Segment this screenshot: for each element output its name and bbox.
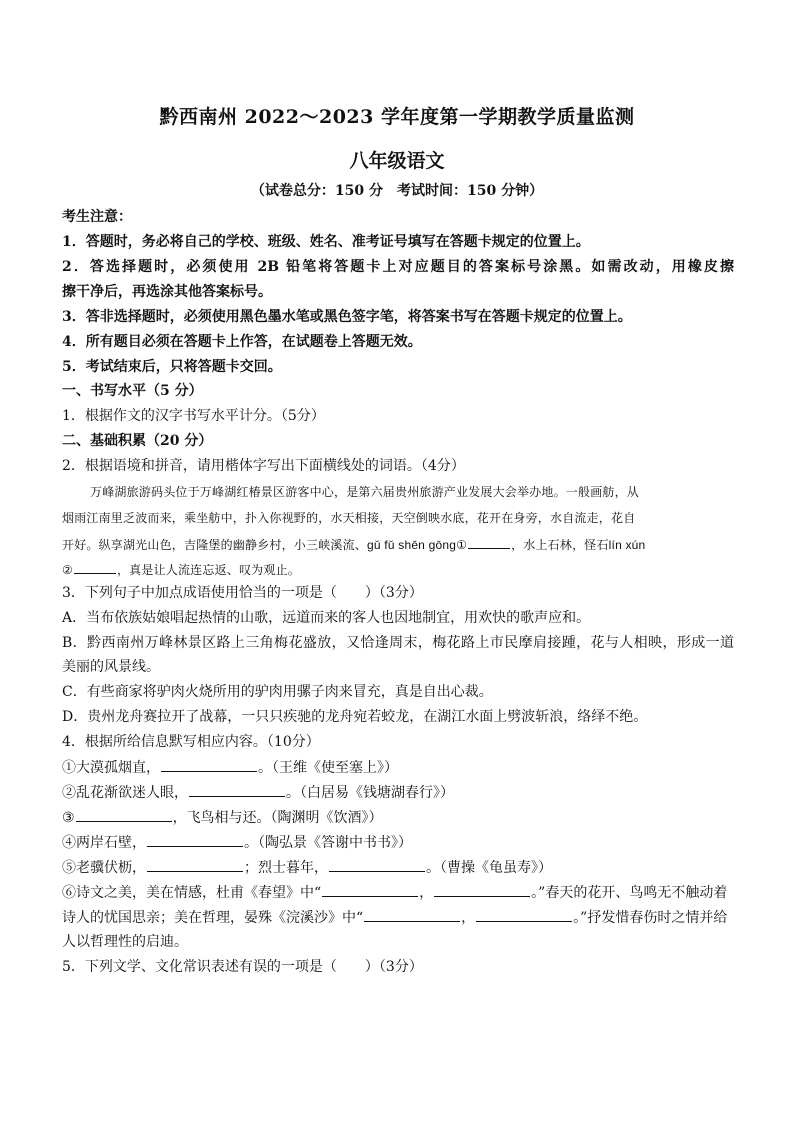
recite-line bbox=[62, 757, 734, 778]
notice-item: 4．所有题目必须在答题卡上作答，在试题卷上答题无效。 bbox=[62, 334, 422, 350]
answer-blank[interactable] bbox=[329, 857, 425, 872]
question-4-stem: 4．根据所给信息默写相应内容。（10分） bbox=[62, 734, 320, 750]
passage-text: ，真是让人流连忘返、叹为观止。 bbox=[116, 563, 300, 577]
passage-text: 开好。纵享湖光山色，吉隆堡的幽静乡村，小三峡溪流、 bbox=[62, 538, 368, 552]
answer-blank[interactable] bbox=[468, 534, 510, 549]
section-heading: 二、基础积累（20 分） bbox=[62, 433, 213, 449]
recite-text: ②乱花渐欲迷人眼， bbox=[62, 785, 188, 801]
passage-line bbox=[62, 534, 734, 555]
recite-text: ⑥诗文之美，美在情感，杜甫《春望》中“ bbox=[62, 885, 322, 901]
recite-source: 。（曹操《龟虽寿》） bbox=[426, 860, 552, 876]
recite-line bbox=[62, 782, 734, 803]
answer-blank[interactable] bbox=[434, 882, 530, 897]
answer-blank[interactable] bbox=[161, 757, 257, 772]
question-1: 1．根据作文的汉字书写水平计分。（5分） bbox=[62, 408, 325, 424]
recite-line bbox=[62, 907, 734, 928]
option-b: B．黔西南州万峰林景区路上三角梅花盛放，又恰逢周末，梅花路上市民摩肩接踵，花与人相映，形成一道 bbox=[62, 635, 734, 651]
pinyin-1: gǔ fǔ shēn gōng bbox=[367, 538, 457, 552]
answer-blank[interactable] bbox=[322, 882, 418, 897]
passage-text: ，水上石林，怪石 bbox=[511, 538, 609, 552]
recite-text: 诗人的忧国思亲；美在哲理，晏殊《浣溪沙》中“ bbox=[62, 910, 364, 926]
blank-number: ② bbox=[62, 563, 73, 577]
answer-blank[interactable] bbox=[476, 907, 572, 922]
option-d: D．贵州龙舟赛拉开了战幕，一只只疾驰的龙舟宛若蛟龙，在湖江水面上劈波斩浪，络绎不绝。 bbox=[62, 709, 648, 725]
recite-line bbox=[62, 882, 734, 903]
recite-text: ①大漠孤烟直， bbox=[62, 760, 160, 776]
notice-heading: 考生注意： bbox=[62, 209, 132, 225]
passage-line: 万峰湖旅游码头位于万峰湖红椿景区游客中心，是第六届贵州旅游产业发展大会举办地。一般画舫，从 bbox=[90, 485, 640, 499]
notice-item: 1．答题时，务必将自己的学校、班级、姓名、准考证号填写在答题卡规定的位置上。 bbox=[62, 234, 590, 250]
subject-title: 八年级语文 bbox=[349, 150, 445, 172]
passage-line bbox=[62, 559, 734, 580]
recite-text: ⑤老骥伏枥， bbox=[62, 860, 146, 876]
answer-blank[interactable] bbox=[364, 907, 460, 922]
recite-line bbox=[62, 807, 734, 828]
recite-source: 。（陶弘景《答谢中书书》） bbox=[244, 835, 412, 851]
question-5-stem: 5．下列文学、文化常识表述有误的一项是（ ）（3分） bbox=[62, 959, 423, 975]
recite-line bbox=[62, 832, 734, 853]
option-b-cont: 美丽的风景线。 bbox=[62, 659, 160, 675]
answer-blank[interactable] bbox=[147, 857, 243, 872]
recite-source: 。（王维《使至塞上》） bbox=[258, 760, 398, 776]
question-2-stem: 2．根据语境和拼音，请用楷体字写出下面横线处的词语。（4分） bbox=[62, 458, 465, 474]
recite-text: ③ bbox=[62, 810, 75, 826]
recite-text: 。”春天的花开、鸟鸣无不触动着 bbox=[531, 885, 728, 901]
question-3-stem: 3．下列句子中加点成语使用恰当的一项是（ ）（3分） bbox=[62, 585, 423, 601]
section-heading: 一、书写水平（5 分） bbox=[62, 383, 203, 399]
pinyin-2: lín xún bbox=[608, 538, 646, 552]
option-a: A．当布依族姑娘唱起热情的山歌，远道而来的客人也因地制宜，用欢快的歌声应和。 bbox=[62, 610, 591, 626]
recite-text: ④两岸石壁， bbox=[62, 835, 146, 851]
recite-source: ，飞鸟相与还。（陶渊明《饮酒》） bbox=[172, 810, 383, 826]
answer-blank[interactable] bbox=[74, 559, 116, 574]
recite-line: 人以哲理性的启迪。 bbox=[62, 934, 188, 950]
recite-text: ， bbox=[461, 910, 476, 926]
passage-line: 烟雨江南里乏波而来，乘坐舫中，扑入你视野的，水天相接，天空倒映水底，花开在身旁，水自流走，花自 bbox=[62, 511, 636, 525]
exam-info: （试卷总分：150 分 考试时间：150 分钟） bbox=[250, 183, 544, 199]
answer-blank[interactable] bbox=[189, 782, 285, 797]
notice-item: 5．考试结束后，只将答题卡交回。 bbox=[62, 359, 282, 375]
notice-item: 2．答选择题时，必须使用 2B 铅笔将答题卡上对应题目的答案标号涂黑。如需改动，用橡皮擦 bbox=[62, 259, 734, 275]
recite-text: ；烈士暮年， bbox=[244, 860, 328, 876]
recite-text: 。”抒发惜春伤时之情并给 bbox=[573, 910, 728, 926]
recite-line bbox=[62, 857, 734, 878]
blank-number: ① bbox=[456, 538, 468, 552]
answer-blank[interactable] bbox=[147, 832, 243, 847]
exam-title: 黔西南州 2022～2023 学年度第一学期教学质量监测 bbox=[159, 106, 635, 128]
recite-source: 。（白居易《钱塘湖春行》） bbox=[286, 785, 454, 801]
option-c: C．有些商家将驴肉火烧所用的驴肉用骡子肉来冒充，真是自出心裁。 bbox=[62, 684, 493, 700]
notice-item: 擦干净后，再选涂其他答案标号。 bbox=[62, 284, 272, 300]
answer-blank[interactable] bbox=[76, 807, 172, 822]
notice-item: 3．答非选择题时，必须使用黑色墨水笔或黑色签字笔，将答案书写在答题卡规定的位置上。 bbox=[62, 309, 632, 325]
recite-text: ， bbox=[419, 885, 434, 901]
